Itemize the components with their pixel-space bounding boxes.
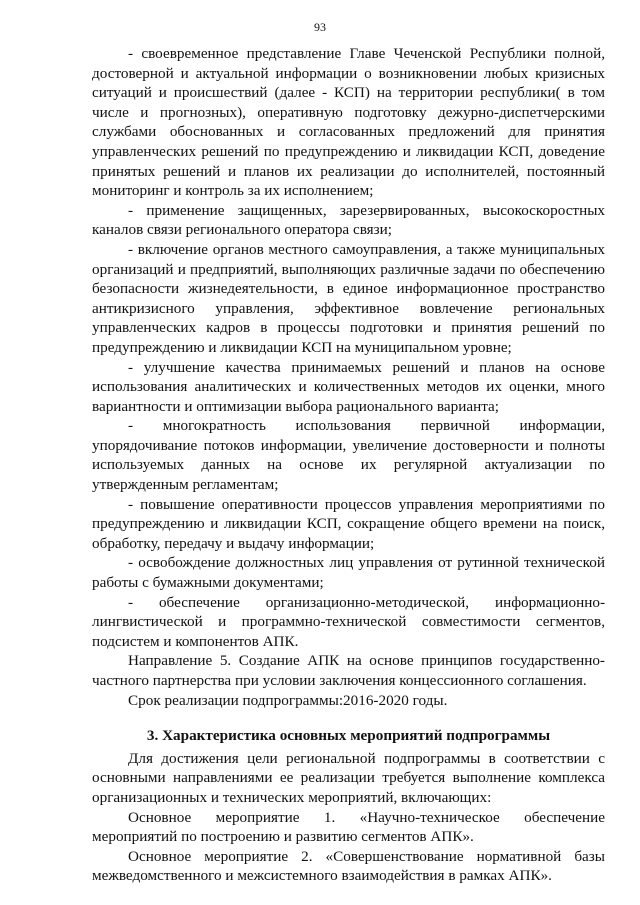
document-body (92, 44, 605, 886)
paragraph: - освобождение должностных лиц управления от рутинной технической работы с бумажными документами; (92, 554, 605, 592)
paragraph: - своевременное представление Главе Чеченской Республики полной, достоверной и актуальной информации о возникновении любых кризисных ситуаций и происшествий (далее - КСП) на территории республики( в том числе и прогнозных), оперативную подготовку дежурно-диспетчерскими службами обоснованных и согласованных предложений для принятия управленческих решений по предупреждению и ликвидации КСП, доведение принятых решений и планов их реализации до исполнителей, постоянный мониторинг и контроль за их исполнением; (92, 45, 605, 200)
paragraph: - улучшение качества принимаемых решений и планов на основе использования аналитических и количественных методов их оценки, много вариантности и оптимизации выбора рационального варианта; (92, 358, 605, 415)
paragraph: Основное мероприятие 1. «Научно-техническое обеспечение мероприятий по построению и развитию сегментов АПК». (92, 808, 605, 846)
paragraph: Направление 5. Создание АПК на основе принципов государственно-частного партнерства при условии заключения концессионного соглашения. (92, 652, 605, 689)
paragraph: Для достижения цели региональной подпрограммы в соответствии с основными направлениями ее реализации требуется выполнение комплекса организационных и технических мероприятий, включающих: (92, 749, 605, 806)
page-number: 93 (314, 20, 326, 34)
paragraph: Основное мероприятие 2. «Совершенствование нормативной базы межведомственного и межсистемного взаимодействия в рамках АПК». (92, 847, 605, 885)
paragraph: - многократность использования первичной информации, упорядочивание потоков информации, увеличение достоверности и полноты используемых данных на основе их регулярной актуализации по утвержденным регламентам; (92, 417, 605, 494)
paragraph: Срок реализации подпрограммы:2016-2020 годы. (128, 691, 448, 709)
paragraph: - применение защищенных, зарезервированных, высокоскоростных каналов связи регионального оператора связи; (92, 201, 605, 239)
paragraph: - повышение оперативности процессов управления мероприятиями по предупреждению и ликвидации КСП, сокращение общего времени на поиск, обработку, передачу и выдачу информации; (92, 495, 605, 552)
section-heading: 3. Характеристика основных мероприятий подпрограммы (146, 727, 551, 745)
paragraph: - обеспечение организационно-методической, информационно-лингвистической и программно-технической совместимости сегментов, подсистем и компонентов АПК. (92, 593, 605, 650)
paragraph: - включение органов местного самоуправления, а также муниципальных организаций и предприятий, выполняющих различные задачи по обеспечению безопасности жизнедеятельности, в единое информационное пространство антикризисного управления, эффективное вовлечение региональных управленческих кадров в процессы подготовки и принятия решений по предупреждению и ликвидации КСП на муниципальном уровне; (92, 240, 605, 356)
